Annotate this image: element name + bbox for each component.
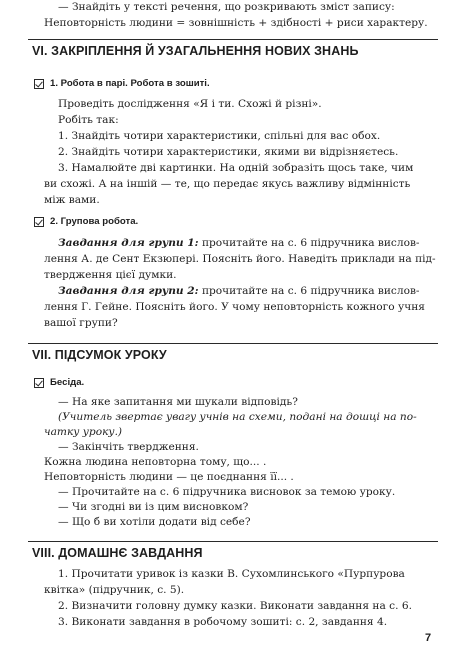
section-divider [28, 39, 438, 40]
teacher-note: (Учитель звертає увагу учнів на схеми, подані на дошці на по- [58, 411, 417, 423]
section-title-8: VIII. ДОМАШНЄ ЗАВДАННЯ [32, 546, 203, 560]
section-title-6: VI. ЗАКРІПЛЕННЯ Й УЗАГАЛЬНЕННЯ НОВИХ ЗНАНЬ [32, 44, 359, 58]
group2-task-line: лення Г. Гейне. Поясніть його. У чому неповторність кожного учня [44, 301, 425, 313]
task1-line: 3. Намалюйте дві картинки. На одній зобразіть щось таке, чим [58, 162, 414, 174]
homework-line: 2. Визначити головну думку казки. Виконати завдання на с. 6. [58, 600, 412, 612]
group2-task-line: вашої групи? [44, 317, 118, 329]
group2-task-line [58, 285, 455, 298]
task-label: 2. Групова робота. [50, 216, 139, 227]
section-divider [28, 541, 438, 542]
group1-heading: Завдання для групи 1: [58, 237, 199, 249]
section-title-7: VII. ПІДСУМОК УРОКУ [32, 348, 167, 362]
section-divider [28, 343, 438, 344]
task1-line: між вами. [44, 194, 100, 206]
checkbox-icon [34, 217, 44, 227]
task-pair-work [34, 77, 210, 90]
group1-text: прочитайте на с. 6 підручника вислов- [198, 237, 420, 249]
task-discussion [34, 376, 84, 389]
discussion-line: Неповторність людини — це поєднання її... . [44, 471, 294, 483]
teacher-note: чатку уроку.) [44, 426, 123, 438]
group1-task-line: твердження цієї думки. [44, 269, 177, 281]
task-group-work [34, 215, 138, 228]
group1-task-line: лення А. де Сент Екзюпері. Поясніть його. Наведіть приклади на під- [44, 253, 436, 265]
discussion-line: — Закінчіть твердження. [58, 441, 199, 453]
discussion-line: — На яке запитання ми шукали відповідь? [58, 396, 298, 408]
intro-line-2: Неповторність людини = зовнішність + здібності + риси характеру. [44, 17, 428, 29]
page-number: 7 [425, 632, 432, 644]
group1-task-line [58, 237, 455, 250]
homework-line: квітка» (підручник, с. 5). [44, 584, 185, 596]
checkbox-icon [34, 79, 44, 89]
group2-heading: Завдання для групи 2: [58, 285, 199, 297]
task1-line: 1. Знайдіть чотири характеристики, спільні для вас обох. [58, 130, 381, 142]
discussion-line: — Що б ви хотіли додати від себе? [58, 516, 251, 528]
discussion-line: — Прочитайте на с. 6 підручника висновок за темою уроку. [58, 486, 396, 498]
task-label: 1. Робота в парі. Робота в зошиті. [50, 78, 210, 89]
group2-text: прочитайте на с. 6 підручника вислов- [198, 285, 420, 297]
homework-line: 3. Виконати завдання в робочому зошиті: с. 2, завдання 4. [58, 616, 388, 628]
discussion-line: Кожна людина неповторна тому, що... . [44, 456, 267, 468]
task-label: Бесіда. [50, 377, 85, 388]
task1-line: 2. Знайдіть чотири характеристики, якими ви відрізняєтесь. [58, 146, 399, 158]
intro-line-1: — Знайдіть у тексті речення, що розкривають зміст запису: [58, 1, 395, 13]
discussion-line: — Чи згодні ви із цим висновком? [58, 501, 249, 513]
task1-line: Проведіть дослідження «Я і ти. Схожі й різні». [58, 98, 322, 110]
homework-line: 1. Прочитати уривок із казки В. Сухомлинського «Пурпурова [58, 568, 405, 580]
checkbox-icon [34, 378, 44, 388]
task1-line: Робіть так: [58, 114, 119, 126]
task1-line: ви схожі. А на іншій — те, що передає якусь важливу відмінність [44, 178, 411, 190]
